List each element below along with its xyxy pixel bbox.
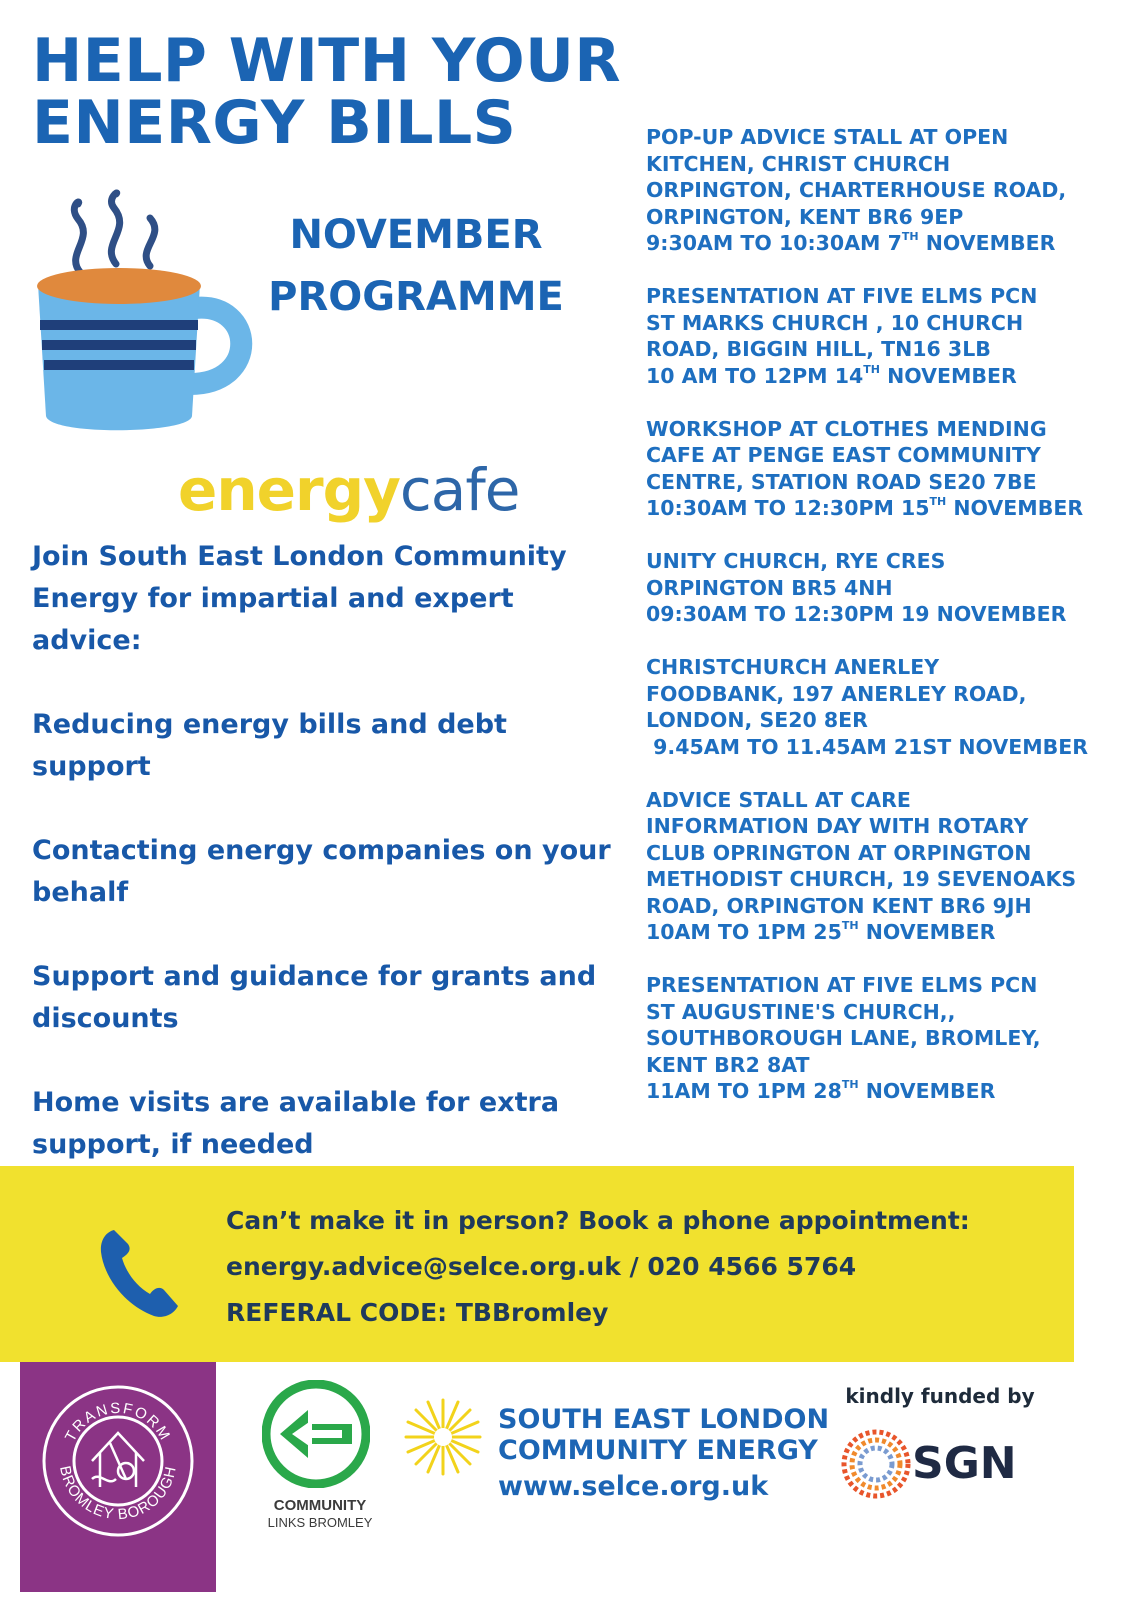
event-time [646,230,1116,257]
event-time-sup: TH [841,919,859,932]
event-time-sup: TH [929,495,947,508]
event-item [646,548,1116,628]
contact-info [226,1198,1046,1336]
page-title [32,26,672,158]
event-time-sup: TH [841,1078,859,1091]
selce-logo-text [498,1404,828,1508]
event-line: INFORMATION DAY WITH ROTARY [646,814,1029,838]
referral-code: REFERAL CODE: TBBromley [226,1298,609,1327]
event-time [646,363,1116,390]
event-line: ROAD, BIGGIN HILL, TN16 3LB [646,337,991,361]
event-line: ORPINGTON BR5 4NH [646,575,893,600]
event-time [646,919,1116,946]
contact-heading: Can’t make it in person? Book a phone appointment: [226,1206,970,1235]
event-time-month: NOVEMBER [918,231,1056,255]
event-line: ORPINGTON, CHARTERHOUSE ROAD, [646,178,1067,202]
subtitle-line-1: NOVEMBER [289,212,543,258]
event-time-main: 11AM TO 1PM 28 [646,1079,842,1103]
phone-icon [96,1224,184,1320]
event-line: WORKSHOP AT CLOTHES MENDING [646,416,1047,441]
event-line: METHODIST CHURCH, 19 SEVENOAKS [646,867,1077,891]
events-list [646,124,1116,1131]
event-item [646,654,1116,760]
event-time-main: 10AM TO 1PM 25 [646,920,842,944]
event-line: POP-UP ADVICE STALL AT OPEN [646,125,1009,149]
energycafe-logo [178,452,598,528]
service-item: Home visits are available for extra support, if needed [32,1087,560,1160]
sgn-wordmark: SGN [912,1438,1017,1489]
transform-bottom-text: BROMLEY BOROUGH [56,1464,180,1524]
transform-top-text: TRANSFORM [61,1399,175,1445]
event-item [646,787,1116,946]
svg-text:TRANSFORM [62,1400,174,1445]
event-time-month: NOVEMBER [858,1079,996,1103]
event-time-main: 9:30AM TO 10:30AM 7 [646,231,902,255]
event-item [646,283,1116,389]
event-time-main: 9.45AM TO 11.45AM 21ST NOVEMBER [646,734,1089,759]
event-line: CHRISTCHURCH ANERLEY [646,655,940,679]
selce-line1: SOUTH EAST LONDON [498,1404,830,1435]
event-line: ST AUGUSTINE'S CHURCH,, [646,999,956,1024]
event-line: PRESENTATION AT FIVE ELMS PCN [646,284,1038,308]
event-line: ST MARKS CHURCH , 10 CHURCH [646,310,1024,335]
programme-subtitle [236,204,596,328]
event-line: UNITY CHURCH, RYE CRES [646,549,946,573]
service-item: Contacting energy companies on your behalf [32,835,611,908]
title-line-2: ENERGY BILLS [32,88,517,158]
community-links-line1: COMMUNITY [273,1497,367,1514]
event-line: ADVICE STALL AT CARE [646,787,911,812]
mug-icon [20,184,260,454]
subtitle-line-2: PROGRAMME [268,274,564,320]
title-line-1: HELP WITH YOUR [32,26,622,96]
transform-logo [40,1383,196,1539]
event-time-main: 10 AM TO 12PM 14 [646,363,864,388]
event-line: KENT BR2 8AT [646,1052,810,1077]
event-time [646,1078,1116,1105]
event-time-sup: TH [901,230,919,243]
event-line: LONDON, SE20 8ER [646,708,868,732]
event-time [646,495,1116,522]
event-time-main: 10:30AM TO 12:30PM 15 [646,496,930,520]
event-line: SOUTHBOROUGH LANE, BROMLEY, [646,1026,1041,1050]
event-line: FOODBANK, 197 ANERLEY ROAD, [646,681,1027,706]
event-time [646,601,1116,628]
selce-line2: COMMUNITY ENERGY [498,1435,818,1466]
intro-text: Join South East London Community Energy for impartial and expert advice: [32,541,567,656]
selce-url-link[interactable]: www.selce.org.uk [498,1471,769,1502]
service-item: Support and guidance for grants and discounts [32,961,597,1034]
energycafe-logo-part1: energy [178,456,400,524]
funded-by-label: kindly funded by [845,1384,1035,1408]
services-list [32,536,622,1208]
sgn-logo [840,1428,912,1500]
event-time-month: NOVEMBER [946,496,1084,520]
community-links-logo [262,1380,370,1488]
selce-sun-icon [404,1398,482,1476]
event-time-month: NOVEMBER [879,363,1017,388]
event-line: CLUB OPRINGTON AT ORPINGTON [646,840,1032,865]
event-line: CAFE AT PENGE EAST COMMUNITY [646,443,1041,467]
contact-email-phone[interactable]: energy.advice@selce.org.uk / 020 4566 5764 [226,1252,857,1281]
community-links-text [250,1497,390,1531]
community-links-line2: LINKS BROMLEY [267,1515,373,1530]
event-line: CENTRE, STATION ROAD SE20 7BE [646,469,1037,494]
event-line: ORPINGTON, KENT BR6 9EP [646,204,964,229]
energycafe-logo-part2: cafe [399,456,520,524]
event-time-month: NOVEMBER [858,920,996,944]
event-item [646,124,1116,257]
service-item: Reducing energy bills and debt support [32,709,507,782]
event-item [646,972,1116,1105]
event-item [646,416,1116,522]
event-line: PRESENTATION AT FIVE ELMS PCN [646,973,1038,997]
event-line: ROAD, ORPINGTON KENT BR6 9JH [646,893,1032,918]
event-time-main: 09:30AM TO 12:30PM 19 NOVEMBER [646,602,1067,626]
event-line: KITCHEN, CHRIST CHURCH [646,151,951,176]
event-time-sup: TH [863,362,880,376]
event-time [646,734,1116,761]
